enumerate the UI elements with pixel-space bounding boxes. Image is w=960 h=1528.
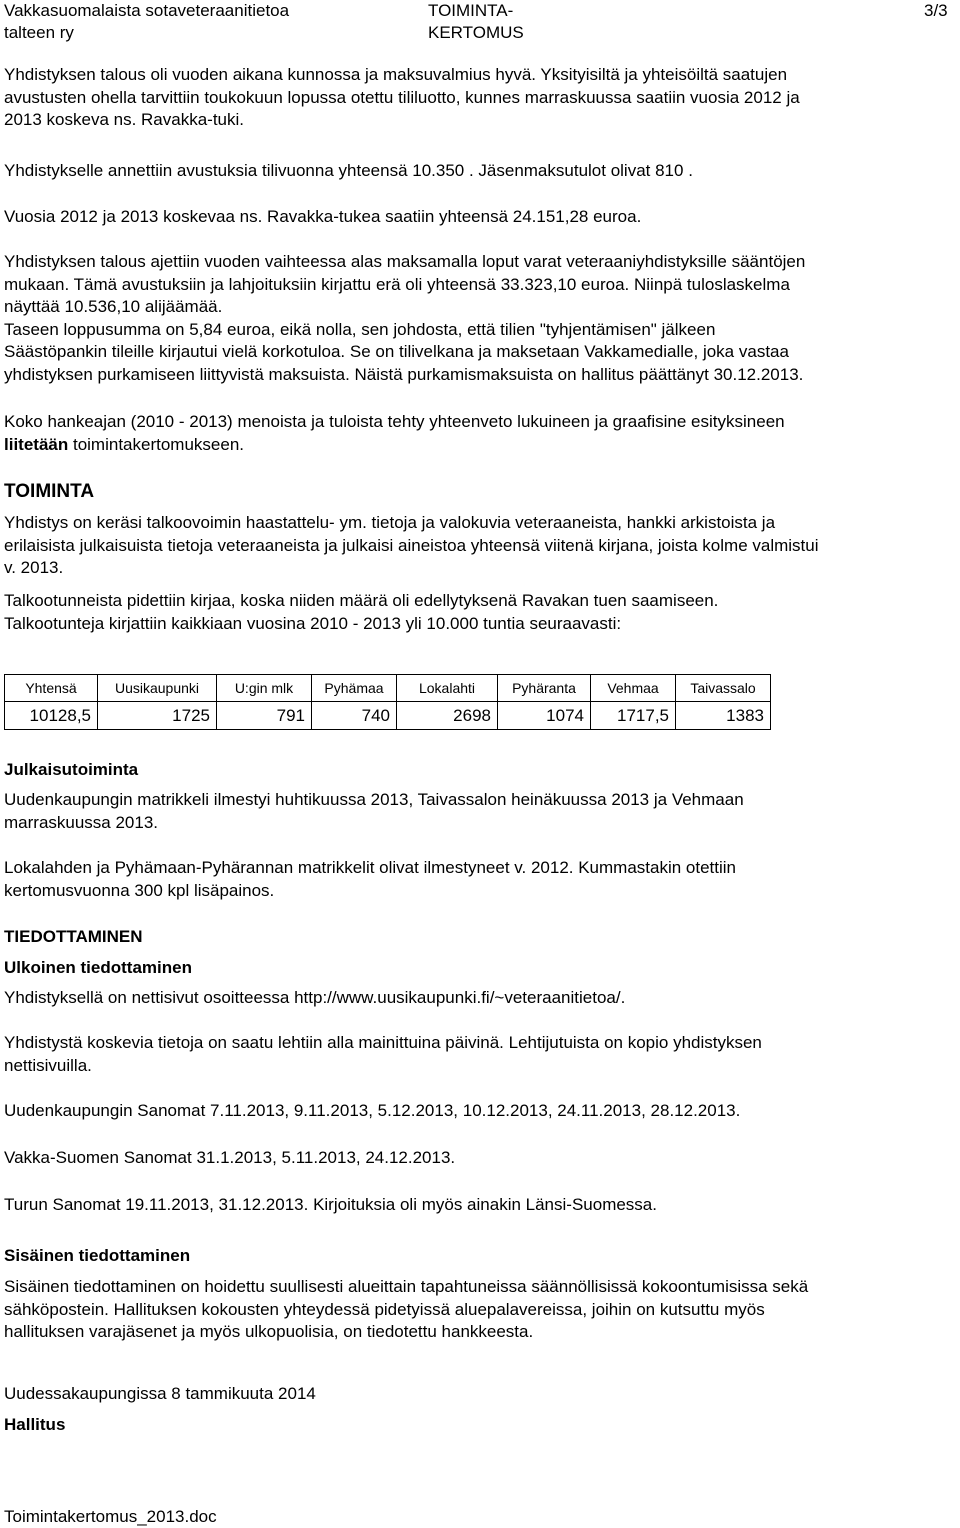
table-cell: 1383 xyxy=(676,702,771,730)
toiminta-heading: TOIMINTA xyxy=(4,481,95,502)
header-doc-line1: TOIMINTA- xyxy=(428,1,514,20)
header-doc-line2: KERTOMUS xyxy=(428,23,524,42)
table-header-cell: Vehmaa xyxy=(591,675,676,702)
table-header-row xyxy=(5,675,771,702)
finance-paragraph-2: Yhdistykselle annettiin avustuksia tilivuonna yhteensä 10.350 . Jäsenmaksutulot olivat 810 . xyxy=(4,161,693,180)
toiminta-paragraph-1: Yhdistys on keräsi talkoovoimin haastattelu- ym. tietoja ja valokuvia veteraaneista, hankki arkistoista ja erilaisista julkaisuista tietoja veteraaneista ja julkaisi aineistoa yhteensä viitenä kirjana, joista kolme valmistui v. 2013. xyxy=(4,513,819,577)
finance-bold-word: liitetään xyxy=(4,434,69,454)
table-cell: 1074 xyxy=(498,702,591,730)
finance-paragraph-1: Yhdistyksen talous oli vuoden aikana kunnossa ja maksuvalmius hyvä. Yksityisiltä ja yhteisöiltä saatujen avustusten ohella tarvittiin toukokuun lopussa otettu tililuotto, kunnes marraskuussa saatiin vuosia 2012 ja 2013 koskeva ns. Ravakka-tuki. xyxy=(4,65,800,129)
finance-paragraph-5: Koko hankeajan (2010 - 2013) menoista ja tuloista tehty yhteenveto lukuineen ja graafisine esityksineen liitetään toimintakertomukseen. xyxy=(4,412,785,454)
news-vakka-suomen-sanomat: Vakka-Suomen Sanomat 31.1.2013, 5.11.2013, 24.12.2013. xyxy=(4,1148,456,1167)
sisainen-paragraph: Sisäinen tiedottaminen on hoidettu suullisesti alueittain tapahtuneissa säännöllisissä kokoontumisissa sekä sähköpostein. Hallituksen kokousten yhteydessä pidetyissä aluepalavereissa, joihin on kutsuttu myös hallituksen varajäsenet ja myös ulkopuolisia, on tiedotettu hankkeesta. xyxy=(4,1277,809,1341)
toiminta-paragraph-2: Talkootunneista pidettiin kirjaa, koska niiden määrä oli edellytyksenä Ravakan tuen saamiseen. Talkootunteja kirjattiin kaikkiaan vuosina 2010 - 2013 yli 10.000 tuntia seuraavasti: xyxy=(4,591,719,633)
place-and-date: Uudessakaupungissa 8 tammikuuta 2014 xyxy=(4,1384,316,1403)
table-cell: 1717,5 xyxy=(591,702,676,730)
table-header-cell: Yhtensä xyxy=(5,675,98,702)
table-header-cell: U:gin mlk xyxy=(217,675,312,702)
table-cell: 10128,5 xyxy=(5,702,98,730)
finance-paragraph-4: Yhdistyksen talous ajettiin vuoden vaihteessa alas maksamalla loput varat veteraaniyhdistyksille sääntöjen mukaan. Tämä avustuksiin ja lahjoituksiin kirjattu erä oli yhteensä 33.323,10 euroa. Niinpä tuloslaskelma näyttää 10.536,10 alijäämää. Taseen loppusumma on 5,84 euroa, eikä nolla, sen johdosta, että tilien "tyhjentämisen" jälkeen Säästöpankin tileille kirjautui vielä korkotuloa. Se on tilivelkana ja maksetaan Vakkamedialle, joka vastaa yhdistyksen purkamiseen liittyvistä maksuista. Näistä purkamismaksuista on hallitus päättänyt 30.12.2013. xyxy=(4,252,806,384)
table-cell: 740 xyxy=(312,702,397,730)
website-paragraph: Yhdistyksellä on nettisivut osoitteessa http://www.uusikaupunki.fi/~veteraanitietoa/. xyxy=(4,988,626,1007)
ulkoinen-heading: Ulkoinen tiedottaminen xyxy=(4,958,192,977)
volunteer-hours-table xyxy=(4,674,771,730)
table-header-cell: Pyhämaa xyxy=(312,675,397,702)
table-row xyxy=(5,702,771,730)
news-turun-sanomat: Turun Sanomat 19.11.2013, 31.12.2013. Kirjoituksia oli myös ainakin Länsi-Suomessa. xyxy=(4,1195,657,1214)
table-cell: 791 xyxy=(217,702,312,730)
table-cell: 2698 xyxy=(397,702,498,730)
news-uudenkaupungin-sanomat: Uudenkaupungin Sanomat 7.11.2013, 9.11.2013, 5.12.2013, 10.12.2013, 24.11.2013, 28.12.2013. xyxy=(4,1101,741,1120)
table-header-cell: Pyhäranta xyxy=(498,675,591,702)
table-header-cell: Uusikaupunki xyxy=(98,675,217,702)
footer-filename: Toimintakertomus_2013.doc xyxy=(4,1507,217,1526)
sisainen-heading: Sisäinen tiedottaminen xyxy=(4,1246,191,1265)
finance-paragraph-3: Vuosia 2012 ja 2013 koskevaa ns. Ravakka-tukea saatiin yhteensä 24.151,28 euroa. xyxy=(4,207,642,226)
table-header-cell: Lokalahti xyxy=(397,675,498,702)
tiedottaminen-heading: TIEDOTTAMINEN xyxy=(4,927,143,946)
julkaisu-paragraph-1: Uudenkaupungin matrikkeli ilmestyi huhtikuussa 2013, Taivassalon heinäkuussa 2013 ja Vehmaan marraskuussa 2013. xyxy=(4,790,744,832)
table-cell: 1725 xyxy=(98,702,217,730)
header-org-line2: talteen ry xyxy=(4,23,74,42)
table-header-cell: Taivassalo xyxy=(676,675,771,702)
header-org-line1: Vakkasuomalaista sotaveteraanitietoa xyxy=(4,1,290,20)
header-page-number: 3/3 xyxy=(924,1,948,20)
julkaisu-paragraph-2: Lokalahden ja Pyhämaan-Pyhärannan matrikkelit olivat ilmestyneet v. 2012. Kummastakin otettiin kertomusvuonna 300 kpl lisäpainos. xyxy=(4,858,737,900)
signature: Hallitus xyxy=(4,1415,66,1434)
julkaisu-heading: Julkaisutoiminta xyxy=(4,760,139,779)
news-intro-paragraph: Yhdistystä koskevia tietoja on saatu lehtiin alla mainittuina päivinä. Lehtijutuista on kopio yhdistyksen nettisivuilla. xyxy=(4,1033,762,1075)
